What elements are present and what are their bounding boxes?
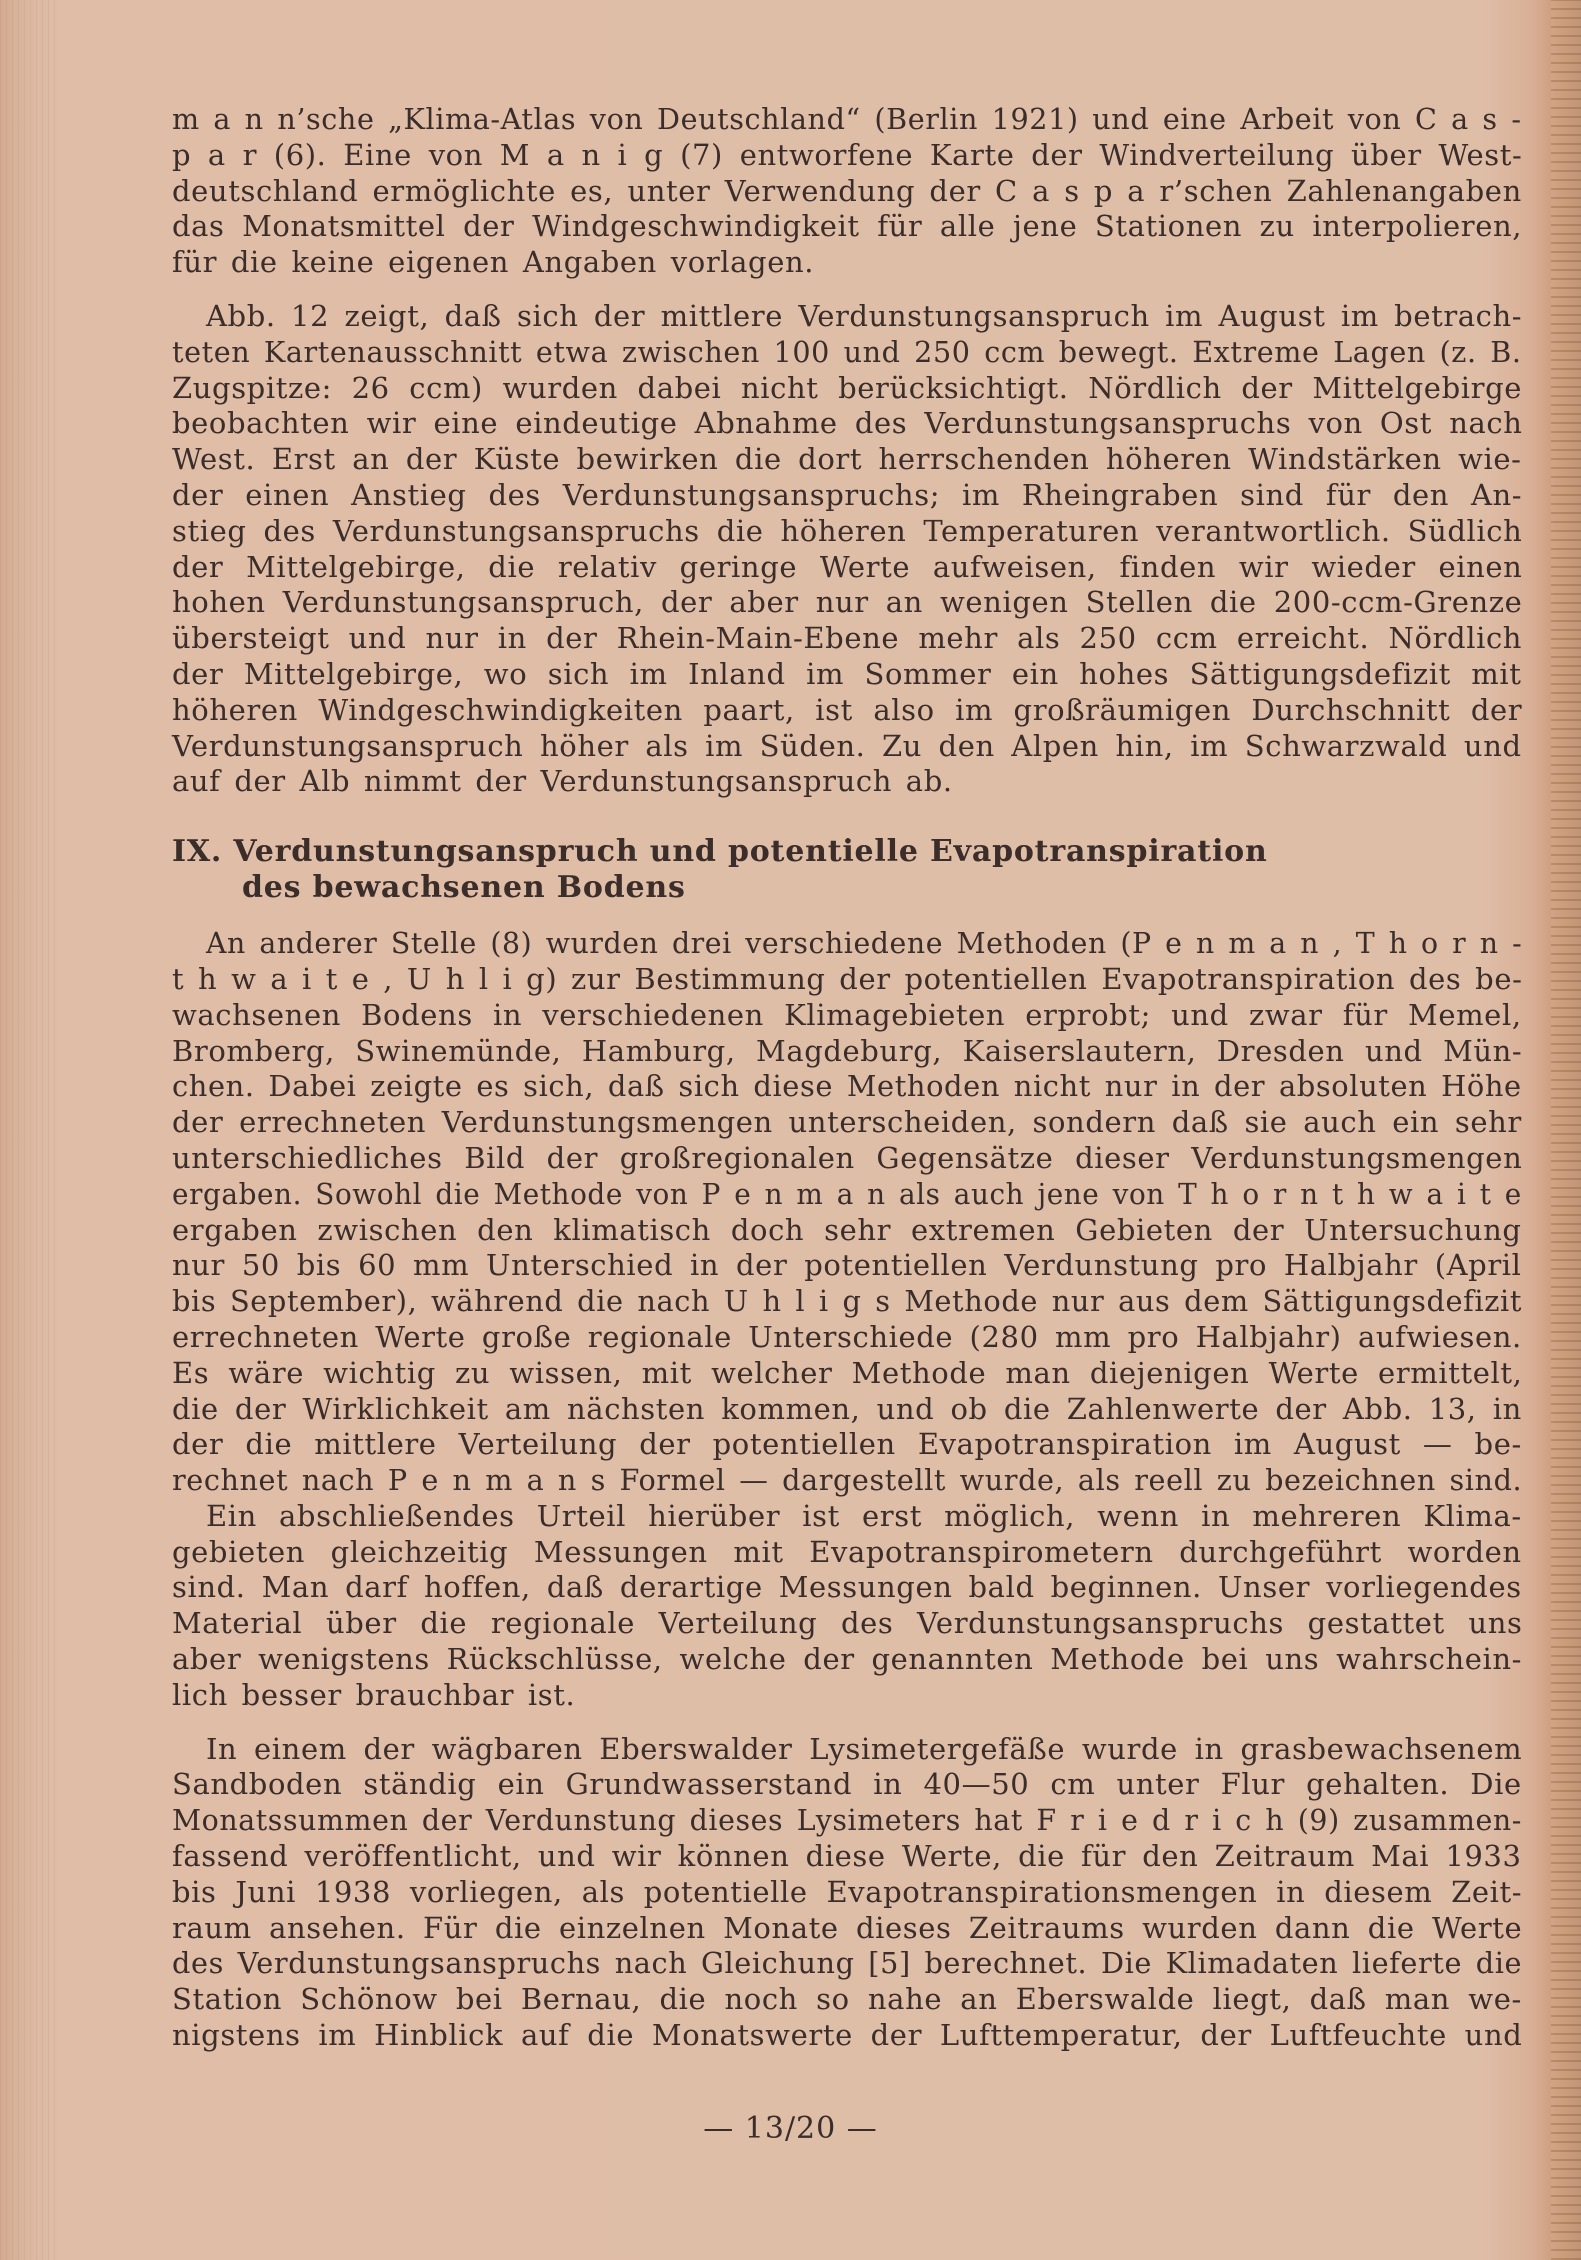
text-line: bis September), während die nach U h l i g s Methode nur aus dem Sättigungsdefizit — [172, 1284, 1522, 1319]
text-line: m a n n’sche „Klima-Atlas von Deutschland“ (Berlin 1921) und eine Arbeit von C a s - — [172, 102, 1522, 136]
text-line: übersteigt und nur in der Rhein-Main-Ebene mehr als 250 ccm erreicht. Nördlich — [172, 621, 1523, 656]
text-line: Verdunstungsanspruch höher als im Süden. Zu den Alpen hin, im Schwarzwald und — [172, 728, 1522, 763]
text-line: der Mittelgebirge, die relativ geringe Werte aufweisen, finden wir wieder einen — [172, 549, 1523, 584]
text-line: bis Juni 1938 vorliegen, als potentielle Evapotranspirationsmengen in diesem Zeit- — [172, 1874, 1523, 1909]
text-line: Station Schönow bei Bernau, die noch so nahe an Eberswalde liegt, daß man we- — [172, 1982, 1522, 2017]
text-line: ergaben zwischen den klimatisch doch sehr extremen Gebieten der Untersuchung — [172, 1212, 1522, 1247]
text-line: der errechneten Verdunstungsmengen unterscheiden, sondern daß sie auch ein sehr — [172, 1105, 1522, 1140]
text-line: Zugspitze: 26 ccm) wurden dabei nicht berücksichtigt. Nördlich der Mittelgebirge — [172, 370, 1522, 405]
text-line: chen. Dabei zeigte es sich, daß sich diese Methoden nicht nur in der absoluten Höhe — [172, 1069, 1522, 1104]
text-line: unterschiedliches Bild der großregionalen Gegensätze dieser Verdunstungsmengen — [172, 1140, 1523, 1175]
text-line: wachsenen Bodens in verschiedenen Klimagebieten erprobt; und zwar für Memel, — [172, 997, 1522, 1032]
text-line: Monatssummen der Verdunstung dieses Lysimeters hat F r i e d r i c h (9) zusammen- — [172, 1803, 1522, 1838]
text-line: das Monatsmittel der Windgeschwindigkeit für alle jene Stationen zu interpolieren, — [172, 209, 1523, 244]
text-line: Abb. 12 zeigt, daß sich der mittlere Verdunstungsanspruch im August im betrach- — [206, 298, 1523, 333]
page-number: — 13/20 — — [703, 2111, 878, 2146]
text-line: p a r (6). Eine von M a n i g (7) entworfene Karte der Windverteilung über West- — [172, 137, 1523, 172]
text-line: fassend veröffentlicht, und wir können diese Werte, die für den Zeitraum Mai 1933 — [172, 1839, 1522, 1874]
text-line: der die mittlere Verteilung der potentiellen Evapotranspiration im August — be- — [172, 1427, 1522, 1462]
text-line: der einen Anstieg des Verdunstungsanspruchs; im Rheingraben sind für den An- — [172, 477, 1523, 512]
paragraph-lysimeter — [172, 1732, 1522, 2054]
text-line: teten Kartenausschnitt etwa zwischen 100 und 250 ccm bewegt. Extreme Lagen (z. B. — [172, 334, 1522, 369]
paragraph-abb-12 — [172, 299, 1522, 800]
paragraph-methods — [172, 926, 1522, 1499]
paragraph-continuation — [172, 102, 1522, 281]
text-line: raum ansehen. Für die einzelnen Monate dieses Zeitraums wurden dann die Werte — [172, 1910, 1523, 1945]
text-line: deutschland ermöglichte es, unter Verwendung der C a s p a r’schen Zahlenangaben — [172, 173, 1522, 208]
text-line: Bromberg, Swinemünde, Hamburg, Magdeburg, Kaiserslautern, Dresden und Mün- — [172, 1033, 1523, 1068]
heading-gap — [172, 906, 1522, 926]
paragraph-urteil — [172, 1499, 1522, 1714]
text-line: Es wäre wichtig zu wissen, mit welcher Methode man diejenigen Werte ermittelt, — [172, 1355, 1523, 1390]
text-line: errechneten Werte große regionale Unterschiede (280 mm pro Halbjahr) aufwiesen. — [172, 1319, 1522, 1354]
page-left-edge — [0, 0, 55, 2260]
text-line: t h w a i t e , U h l i g) zur Bestimmung der potentiellen Evapotranspiration des be- — [172, 961, 1523, 996]
text-line: höheren Windgeschwindigkeiten paart, ist also im großräumigen Durchschnitt der — [172, 692, 1523, 727]
text-line: sind. Man darf hoffen, daß derartige Messungen bald beginnen. Unser vorliegendes — [172, 1570, 1522, 1605]
text-line: die der Wirklichkeit am nächsten kommen, und ob die Zahlenwerte der Abb. 13, in — [172, 1391, 1522, 1426]
text-line: Material über die regionale Verteilung des Verdunstungsanspruchs gestattet uns — [172, 1606, 1523, 1641]
heading-gap — [172, 800, 1522, 834]
text-line: der Mittelgebirge, wo sich im Inland im Sommer ein hohes Sättigungsdefizit mit — [172, 656, 1522, 691]
section-heading-line: des bewachsenen Bodens — [242, 870, 686, 906]
text-line: nigstens im Hinblick auf die Monatswerte der Lufttemperatur, der Luftfeuchte und — [172, 2018, 1523, 2053]
text-line: ergaben. Sowohl die Methode von P e n m a n als auch jene von T h o r n t h w a i t e — [172, 1176, 1522, 1211]
text-line: für die keine eigenen Angaben vorlagen. — [172, 245, 815, 280]
page-body — [172, 102, 1522, 2054]
text-line: beobachten wir eine eindeutige Abnahme des Verdunstungsanspruchs von Ost nach — [172, 406, 1523, 441]
text-line: An anderer Stelle (8) wurden drei verschiedene Methoden (P e n m a n , T h o r n - — [206, 926, 1523, 961]
paragraph-gap — [172, 1714, 1522, 1732]
text-line: aber wenigstens Rückschlüsse, welche der genannten Methode bei uns wahrschein- — [172, 1642, 1523, 1677]
page-right-edge — [1551, 0, 1581, 2260]
text-line: nur 50 bis 60 mm Unterschied in der potentiellen Verdunstung pro Halbjahr (April — [172, 1248, 1522, 1283]
text-line: Ein abschließendes Urteil hierüber ist erst möglich, wenn in mehreren Klima- — [206, 1498, 1522, 1533]
section-heading — [172, 834, 1522, 906]
text-line: In einem der wägbaren Eberswalder Lysimetergefäße wurde in grasbewachsenem — [206, 1731, 1523, 1766]
text-line: hohen Verdunstungsanspruch, der aber nur an wenigen Stellen die 200-ccm-Grenze — [172, 585, 1523, 620]
paragraph-gap — [172, 281, 1522, 299]
text-line: des Verdunstungsanspruchs nach Gleichung [5] berechnet. Die Klimadaten lieferte die — [172, 1946, 1523, 1981]
text-line: stieg des Verdunstungsanspruchs die höheren Temperaturen verantwortlich. Südlich — [172, 513, 1523, 548]
section-heading-line: IX. Verdunstungsanspruch und potentielle Evapotranspiration — [172, 834, 1268, 870]
text-line: rechnet nach P e n m a n s Formel — dargestellt wurde, als reell zu bezeichnen sind. — [172, 1463, 1523, 1498]
text-line: lich besser brauchbar ist. — [172, 1677, 576, 1712]
text-line: Sandboden ständig ein Grundwasserstand in 40—50 cm unter Flur gehalten. Die — [172, 1767, 1522, 1802]
text-line: West. Erst an der Küste bewirken die dort herrschenden höheren Windstärken wie- — [172, 442, 1522, 477]
text-line: gebieten gleichzeitig Messungen mit Evapotranspirometern durchgeführt worden — [172, 1534, 1522, 1569]
text-line: auf der Alb nimmt der Verdunstungsanspruch ab. — [172, 764, 953, 799]
